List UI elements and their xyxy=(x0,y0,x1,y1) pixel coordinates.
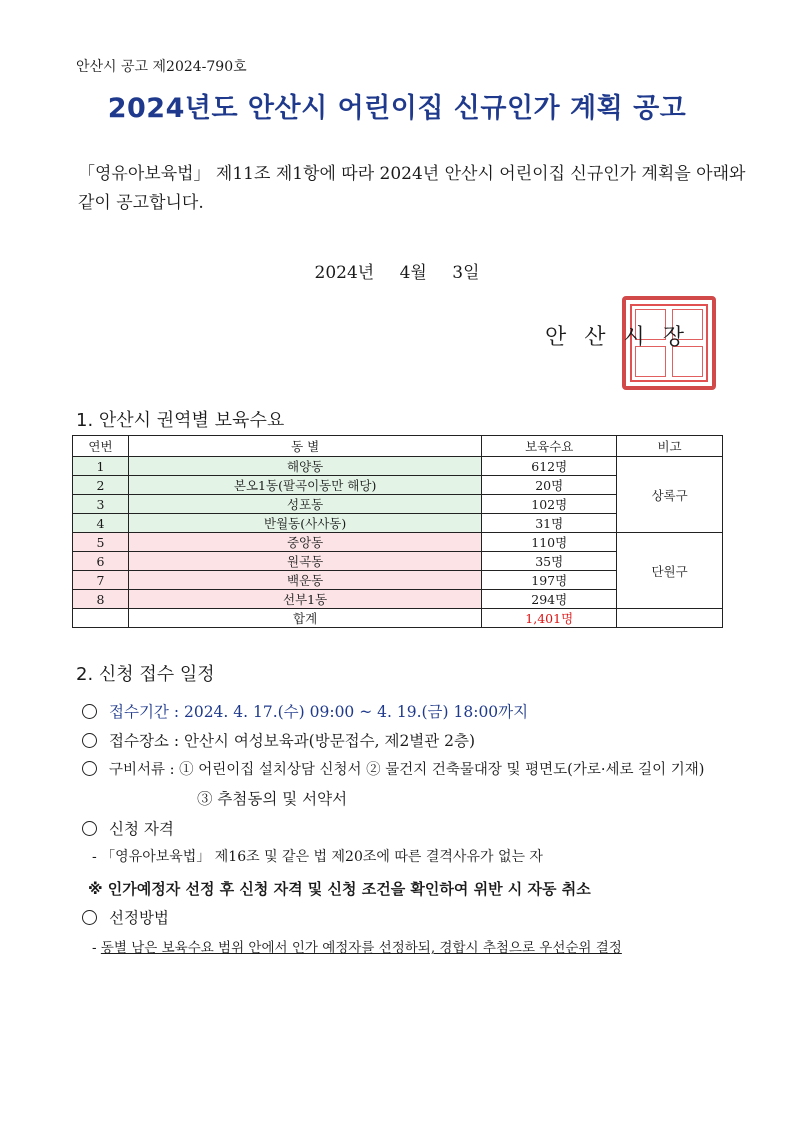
col-header: 비고 xyxy=(617,436,723,457)
circle-bullet-icon xyxy=(82,910,97,925)
notice-number: 안산시 공고 제2024-790호 xyxy=(76,59,247,75)
intro-paragraph: 「영유아보육법」 제11조 제1항에 따라 2024년 안산시 어린이집 신규인가 계획을 아래와 같이 공고합니다. xyxy=(78,164,746,213)
warning-note: ※ 인가예정자 선정 후 신청 자격 및 신청 조건을 확인하여 위반 시 자동 취소 xyxy=(88,880,591,898)
place-item xyxy=(82,729,475,751)
method-detail-text: 동별 남은 보육수요 범위 안에서 인가 예정자를 선정하되, 경합시 추첨으로 우선순위 결정 xyxy=(100,940,622,956)
dong-name: 원곡동 xyxy=(128,552,481,571)
period-item xyxy=(82,700,528,722)
row-number: 3 xyxy=(73,495,129,514)
row-number: 8 xyxy=(73,590,129,609)
col-header: 동 별 xyxy=(128,436,481,457)
demand-table xyxy=(72,435,723,628)
period-text: 접수기간 : 2024. 4. 17.(수) 09:00 ~ 4. 19.(금) 18:00까지 xyxy=(109,703,529,721)
circle-bullet-icon xyxy=(82,821,97,836)
documents-text: 구비서류 : ① 어린이집 설치상담 신청서 ② 물건지 건축물대장 및 평면도(가로·세로 길이 기재) xyxy=(109,762,705,778)
table-row xyxy=(73,457,723,476)
demand-value: 102명 xyxy=(482,495,617,514)
table-header-row xyxy=(73,436,723,457)
circle-bullet-icon xyxy=(82,704,97,719)
documents-item xyxy=(82,758,704,779)
row-number: 5 xyxy=(73,533,129,552)
method-detail xyxy=(92,936,622,956)
demand-value: 35명 xyxy=(482,552,617,571)
total-blank xyxy=(73,609,129,628)
notice-date xyxy=(0,258,794,283)
eligibility-text: 신청 자격 xyxy=(109,820,174,838)
section1-heading: 1. 안산시 권역별 보육수요 xyxy=(76,410,285,431)
demand-value: 197명 xyxy=(482,571,617,590)
date-month: 4월 xyxy=(399,263,427,283)
method-item xyxy=(82,906,169,928)
date-day: 3일 xyxy=(452,263,480,283)
demand-value: 110명 xyxy=(482,533,617,552)
dong-name: 선부1동 xyxy=(128,590,481,609)
page-title: 2024년도 안산시 어린이집 신규인가 계획 공고 xyxy=(107,93,687,124)
district-note: 상록구 xyxy=(617,457,723,533)
dong-name: 백운동 xyxy=(128,571,481,590)
dong-name: 성포동 xyxy=(128,495,481,514)
dong-name: 본오1동(팔곡이동만 해당) xyxy=(128,476,481,495)
row-number: 2 xyxy=(73,476,129,495)
place-text: 접수장소 : 안산시 여성보육과(방문접수, 제2별관 2층) xyxy=(109,732,476,750)
row-number: 4 xyxy=(73,514,129,533)
dong-name: 반월동(사사동) xyxy=(128,514,481,533)
method-detail-dash: - xyxy=(92,940,101,956)
eligibility-detail: - 「영유아보육법」 제16조 및 같은 법 제20조에 따른 결격사유가 없는 자 xyxy=(92,849,543,865)
documents-continued: ③ 추첨동의 및 서약서 xyxy=(197,790,348,808)
col-header: 연번 xyxy=(73,436,129,457)
district-note: 단원구 xyxy=(617,533,723,609)
dong-name: 중앙동 xyxy=(128,533,481,552)
total-note xyxy=(617,609,723,628)
date-year: 2024년 xyxy=(314,263,375,283)
method-text: 선정방법 xyxy=(109,909,169,927)
demand-value: 20명 xyxy=(482,476,617,495)
circle-bullet-icon xyxy=(82,761,97,776)
row-number: 6 xyxy=(73,552,129,571)
section2-heading: 2. 신청 접수 일정 xyxy=(76,664,215,685)
dong-name: 해양동 xyxy=(128,457,481,476)
eligibility-item xyxy=(82,817,174,839)
row-number: 1 xyxy=(73,457,129,476)
demand-value: 31명 xyxy=(482,514,617,533)
total-row xyxy=(73,609,723,628)
total-value: 1,401명 xyxy=(482,609,617,628)
col-header: 보육수요 xyxy=(482,436,617,457)
table-row xyxy=(73,533,723,552)
row-number: 7 xyxy=(73,571,129,590)
signer-name: 안산시장 xyxy=(545,325,703,350)
circle-bullet-icon xyxy=(82,733,97,748)
demand-value: 612명 xyxy=(482,457,617,476)
total-label: 합계 xyxy=(128,609,481,628)
demand-value: 294명 xyxy=(482,590,617,609)
